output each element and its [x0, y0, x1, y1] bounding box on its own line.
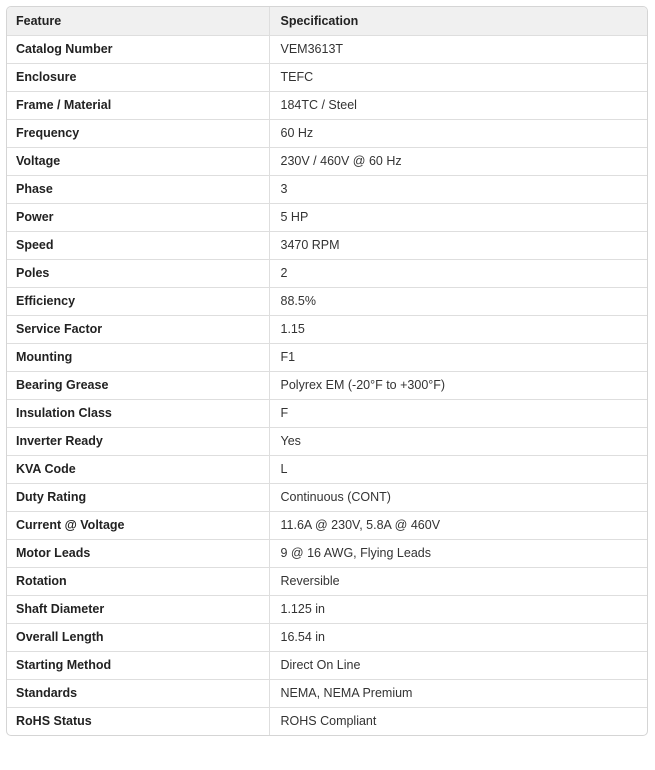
specification-cell: ROHS Compliant — [269, 707, 647, 735]
feature-cell: Catalog Number — [7, 35, 269, 63]
specification-cell: Continuous (CONT) — [269, 483, 647, 511]
feature-cell: Duty Rating — [7, 483, 269, 511]
specification-cell: Polyrex EM (-20°F to +300°F) — [269, 371, 647, 399]
feature-cell: Enclosure — [7, 63, 269, 91]
table-row — [7, 595, 647, 623]
specification-cell: F — [269, 399, 647, 427]
table-header — [7, 7, 647, 35]
feature-cell: Rotation — [7, 567, 269, 595]
table-row — [7, 539, 647, 567]
table-row — [7, 483, 647, 511]
table-body — [7, 35, 647, 735]
column-header-feature: Feature — [7, 7, 269, 35]
feature-cell: Mounting — [7, 343, 269, 371]
specification-cell: Yes — [269, 427, 647, 455]
feature-cell: Phase — [7, 175, 269, 203]
table-row — [7, 511, 647, 539]
table-row — [7, 679, 647, 707]
specification-cell: 2 — [269, 259, 647, 287]
feature-cell: Starting Method — [7, 651, 269, 679]
specification-cell: 11.6A @ 230V, 5.8A @ 460V — [269, 511, 647, 539]
specification-cell: 5 HP — [269, 203, 647, 231]
feature-cell: Power — [7, 203, 269, 231]
table-row — [7, 35, 647, 63]
feature-cell: Standards — [7, 679, 269, 707]
table-row — [7, 567, 647, 595]
specification-cell: 3 — [269, 175, 647, 203]
specification-cell: 1.125 in — [269, 595, 647, 623]
table-row — [7, 707, 647, 735]
feature-cell: Poles — [7, 259, 269, 287]
table-row — [7, 175, 647, 203]
feature-cell: Bearing Grease — [7, 371, 269, 399]
specification-cell: 3470 RPM — [269, 231, 647, 259]
feature-cell: Service Factor — [7, 315, 269, 343]
feature-cell: Voltage — [7, 147, 269, 175]
table-header-row — [7, 7, 647, 35]
table-row — [7, 623, 647, 651]
table-row — [7, 399, 647, 427]
table-row — [7, 119, 647, 147]
specification-cell: F1 — [269, 343, 647, 371]
feature-cell: KVA Code — [7, 455, 269, 483]
specification-cell: 1.15 — [269, 315, 647, 343]
feature-cell: Frame / Material — [7, 91, 269, 119]
spec-table-container — [6, 6, 648, 736]
table-row — [7, 343, 647, 371]
table-row — [7, 231, 647, 259]
specification-cell: L — [269, 455, 647, 483]
specification-cell: VEM3613T — [269, 35, 647, 63]
table-row — [7, 455, 647, 483]
specification-cell: 230V / 460V @ 60 Hz — [269, 147, 647, 175]
specification-cell: NEMA, NEMA Premium — [269, 679, 647, 707]
feature-cell: Motor Leads — [7, 539, 269, 567]
specification-cell: 16.54 in — [269, 623, 647, 651]
table-row — [7, 371, 647, 399]
specification-cell: Direct On Line — [269, 651, 647, 679]
specification-cell: 88.5% — [269, 287, 647, 315]
table-row — [7, 651, 647, 679]
specification-cell: 184TC / Steel — [269, 91, 647, 119]
table-row — [7, 91, 647, 119]
specification-cell: TEFC — [269, 63, 647, 91]
table-row — [7, 287, 647, 315]
feature-cell: Shaft Diameter — [7, 595, 269, 623]
table-row — [7, 427, 647, 455]
feature-cell: Overall Length — [7, 623, 269, 651]
feature-cell: Speed — [7, 231, 269, 259]
column-header-specification: Specification — [269, 7, 647, 35]
feature-cell: Current @ Voltage — [7, 511, 269, 539]
feature-cell: Insulation Class — [7, 399, 269, 427]
table-row — [7, 63, 647, 91]
table-row — [7, 147, 647, 175]
feature-cell: Inverter Ready — [7, 427, 269, 455]
feature-cell: RoHS Status — [16, 714, 92, 729]
table-row — [7, 315, 647, 343]
specification-cell: 9 @ 16 AWG, Flying Leads — [269, 539, 647, 567]
specification-table — [7, 7, 647, 735]
feature-cell: Efficiency — [7, 287, 269, 315]
specification-cell: Reversible — [269, 567, 647, 595]
specification-cell: 60 Hz — [269, 119, 647, 147]
feature-cell: Frequency — [7, 119, 269, 147]
table-row — [7, 203, 647, 231]
table-row — [7, 259, 647, 287]
